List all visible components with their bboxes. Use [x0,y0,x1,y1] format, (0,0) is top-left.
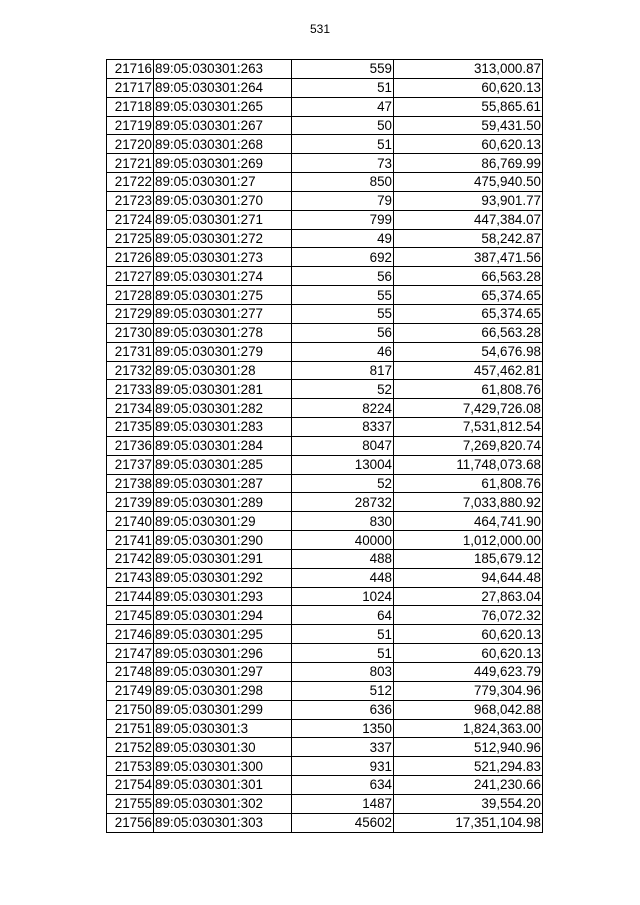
row-number-cell: 21742 [107,549,154,568]
area-cell: 40000 [292,531,394,550]
area-cell: 51 [292,135,394,154]
table-body [107,60,543,833]
value-cell: 65,374.65 [394,286,543,305]
cadastral-number-cell: 89:05:030301:281 [154,380,292,399]
area-cell: 46 [292,342,394,361]
value-cell: 779,304.96 [394,681,543,700]
area-cell: 8337 [292,418,394,437]
value-cell: 65,374.65 [394,304,543,323]
row-number-cell: 21724 [107,210,154,229]
table-row [107,549,543,568]
value-cell: 313,000.87 [394,60,543,79]
row-number-cell: 21748 [107,663,154,682]
area-cell: 931 [292,757,394,776]
row-number-cell: 21756 [107,813,154,832]
table-row [107,304,543,323]
row-number-cell: 21743 [107,568,154,587]
row-number-cell: 21729 [107,304,154,323]
table-row [107,60,543,79]
value-cell: 7,033,880.92 [394,493,543,512]
cadastral-number-cell: 89:05:030301:290 [154,531,292,550]
table-row [107,418,543,437]
value-cell: 11,748,073.68 [394,455,543,474]
area-cell: 13004 [292,455,394,474]
table-row [107,587,543,606]
cadastral-number-cell: 89:05:030301:284 [154,436,292,455]
row-number-cell: 21750 [107,700,154,719]
row-number-cell: 21727 [107,267,154,286]
area-cell: 45602 [292,813,394,832]
area-cell: 51 [292,78,394,97]
row-number-cell: 21745 [107,606,154,625]
table-row [107,455,543,474]
cadastral-number-cell: 89:05:030301:273 [154,248,292,267]
table-row [107,531,543,550]
area-cell: 73 [292,154,394,173]
value-cell: 86,769.99 [394,154,543,173]
area-cell: 52 [292,474,394,493]
cadastral-number-cell: 89:05:030301:267 [154,116,292,135]
row-number-cell: 21728 [107,286,154,305]
row-number-cell: 21732 [107,361,154,380]
area-cell: 8047 [292,436,394,455]
cadastral-number-cell: 89:05:030301:295 [154,625,292,644]
area-cell: 28732 [292,493,394,512]
table-row [107,210,543,229]
value-cell: 60,620.13 [394,625,543,644]
value-cell: 60,620.13 [394,135,543,154]
table-row [107,606,543,625]
row-number-cell: 21717 [107,78,154,97]
row-number-cell: 21753 [107,757,154,776]
row-number-cell: 21719 [107,116,154,135]
area-cell: 1024 [292,587,394,606]
table-row [107,512,543,531]
value-cell: 1,012,000.00 [394,531,543,550]
table-row [107,700,543,719]
row-number-cell: 21736 [107,436,154,455]
area-cell: 52 [292,380,394,399]
area-cell: 56 [292,323,394,342]
cadastral-number-cell: 89:05:030301:285 [154,455,292,474]
area-cell: 850 [292,173,394,192]
value-cell: 968,042.88 [394,700,543,719]
area-cell: 634 [292,776,394,795]
cadastral-number-cell: 89:05:030301:263 [154,60,292,79]
cadastral-number-cell: 89:05:030301:294 [154,606,292,625]
area-cell: 55 [292,304,394,323]
cadastral-number-cell: 89:05:030301:30 [154,738,292,757]
page-number: 531 [309,22,331,36]
cadastral-table [106,59,543,833]
cadastral-number-cell: 89:05:030301:278 [154,323,292,342]
value-cell: 521,294.83 [394,757,543,776]
row-number-cell: 21731 [107,342,154,361]
area-cell: 47 [292,97,394,116]
value-cell: 58,242.87 [394,229,543,248]
value-cell: 39,554.20 [394,794,543,813]
cadastral-number-cell: 89:05:030301:272 [154,229,292,248]
value-cell: 475,940.50 [394,173,543,192]
table-row [107,794,543,813]
table-row [107,738,543,757]
value-cell: 94,644.48 [394,568,543,587]
value-cell: 464,741.90 [394,512,543,531]
value-cell: 7,429,726.08 [394,399,543,418]
value-cell: 7,531,812.54 [394,418,543,437]
area-cell: 512 [292,681,394,700]
table-row [107,154,543,173]
area-cell: 799 [292,210,394,229]
cadastral-number-cell: 89:05:030301:264 [154,78,292,97]
table-row [107,191,543,210]
row-number-cell: 21721 [107,154,154,173]
row-number-cell: 21723 [107,191,154,210]
area-cell: 830 [292,512,394,531]
table-row [107,323,543,342]
cadastral-number-cell: 89:05:030301:298 [154,681,292,700]
cadastral-number-cell: 89:05:030301:287 [154,474,292,493]
table-row [107,342,543,361]
cadastral-number-cell: 89:05:030301:299 [154,700,292,719]
area-cell: 803 [292,663,394,682]
table-row [107,644,543,663]
cadastral-number-cell: 89:05:030301:296 [154,644,292,663]
value-cell: 457,462.81 [394,361,543,380]
area-cell: 817 [292,361,394,380]
row-number-cell: 21733 [107,380,154,399]
value-cell: 66,563.28 [394,267,543,286]
cadastral-number-cell: 89:05:030301:301 [154,776,292,795]
value-cell: 7,269,820.74 [394,436,543,455]
value-cell: 61,808.76 [394,380,543,399]
table-row [107,380,543,399]
row-number-cell: 21740 [107,512,154,531]
cadastral-number-cell: 89:05:030301:289 [154,493,292,512]
cadastral-number-cell: 89:05:030301:3 [154,719,292,738]
area-cell: 55 [292,286,394,305]
table-row [107,719,543,738]
cadastral-number-cell: 89:05:030301:277 [154,304,292,323]
cadastral-number-cell: 89:05:030301:271 [154,210,292,229]
row-number-cell: 21749 [107,681,154,700]
row-number-cell: 21730 [107,323,154,342]
value-cell: 449,623.79 [394,663,543,682]
value-cell: 55,865.61 [394,97,543,116]
cadastral-number-cell: 89:05:030301:302 [154,794,292,813]
table-row [107,474,543,493]
table-row [107,361,543,380]
area-cell: 337 [292,738,394,757]
row-number-cell: 21720 [107,135,154,154]
row-number-cell: 21725 [107,229,154,248]
cadastral-number-cell: 89:05:030301:269 [154,154,292,173]
table-row [107,97,543,116]
cadastral-number-cell: 89:05:030301:279 [154,342,292,361]
table-row [107,625,543,644]
row-number-cell: 21739 [107,493,154,512]
row-number-cell: 21752 [107,738,154,757]
table-row [107,267,543,286]
cadastral-number-cell: 89:05:030301:275 [154,286,292,305]
row-number-cell: 21734 [107,399,154,418]
area-cell: 49 [292,229,394,248]
cadastral-number-cell: 89:05:030301:293 [154,587,292,606]
area-cell: 50 [292,116,394,135]
value-cell: 27,863.04 [394,587,543,606]
value-cell: 387,471.56 [394,248,543,267]
cadastral-number-cell: 89:05:030301:300 [154,757,292,776]
cadastral-number-cell: 89:05:030301:291 [154,549,292,568]
row-number-cell: 21738 [107,474,154,493]
area-cell: 448 [292,568,394,587]
row-number-cell: 21718 [107,97,154,116]
row-number-cell: 21722 [107,173,154,192]
value-cell: 60,620.13 [394,644,543,663]
area-cell: 79 [292,191,394,210]
value-cell: 76,072.32 [394,606,543,625]
value-cell: 17,351,104.98 [394,813,543,832]
table-row [107,286,543,305]
table-row [107,813,543,832]
value-cell: 447,384.07 [394,210,543,229]
area-cell: 488 [292,549,394,568]
value-cell: 241,230.66 [394,776,543,795]
cadastral-number-cell: 89:05:030301:303 [154,813,292,832]
cadastral-number-cell: 89:05:030301:268 [154,135,292,154]
value-cell: 66,563.28 [394,323,543,342]
table-row [107,173,543,192]
row-number-cell: 21754 [107,776,154,795]
value-cell: 61,808.76 [394,474,543,493]
row-number-cell: 21737 [107,455,154,474]
table-row [107,135,543,154]
area-cell: 1350 [292,719,394,738]
table-row [107,248,543,267]
table-row [107,436,543,455]
value-cell: 54,676.98 [394,342,543,361]
area-cell: 8224 [292,399,394,418]
area-cell: 64 [292,606,394,625]
row-number-cell: 21746 [107,625,154,644]
row-number-cell: 21726 [107,248,154,267]
cadastral-number-cell: 89:05:030301:29 [154,512,292,531]
value-cell: 59,431.50 [394,116,543,135]
row-number-cell: 21744 [107,587,154,606]
value-cell: 185,679.12 [394,549,543,568]
area-cell: 1487 [292,794,394,813]
cadastral-number-cell: 89:05:030301:283 [154,418,292,437]
cadastral-number-cell: 89:05:030301:270 [154,191,292,210]
cadastral-number-cell: 89:05:030301:27 [154,173,292,192]
table-row [107,757,543,776]
area-cell: 51 [292,625,394,644]
value-cell: 1,824,363.00 [394,719,543,738]
cadastral-number-cell: 89:05:030301:274 [154,267,292,286]
area-cell: 692 [292,248,394,267]
value-cell: 60,620.13 [394,78,543,97]
row-number-cell: 21747 [107,644,154,663]
table-row [107,493,543,512]
area-cell: 51 [292,644,394,663]
table-row [107,681,543,700]
row-number-cell: 21755 [107,794,154,813]
cadastral-number-cell: 89:05:030301:297 [154,663,292,682]
table-row [107,78,543,97]
area-cell: 636 [292,700,394,719]
table-row [107,229,543,248]
area-cell: 559 [292,60,394,79]
cadastral-number-cell: 89:05:030301:292 [154,568,292,587]
table-row [107,776,543,795]
table-row [107,116,543,135]
area-cell: 56 [292,267,394,286]
cadastral-number-cell: 89:05:030301:265 [154,97,292,116]
value-cell: 512,940.96 [394,738,543,757]
value-cell: 93,901.77 [394,191,543,210]
cadastral-number-cell: 89:05:030301:282 [154,399,292,418]
table-row [107,568,543,587]
row-number-cell: 21716 [107,60,154,79]
table-row [107,399,543,418]
table-row [107,663,543,682]
cadastral-number-cell: 89:05:030301:28 [154,361,292,380]
row-number-cell: 21741 [107,531,154,550]
row-number-cell: 21735 [107,418,154,437]
row-number-cell: 21751 [107,719,154,738]
